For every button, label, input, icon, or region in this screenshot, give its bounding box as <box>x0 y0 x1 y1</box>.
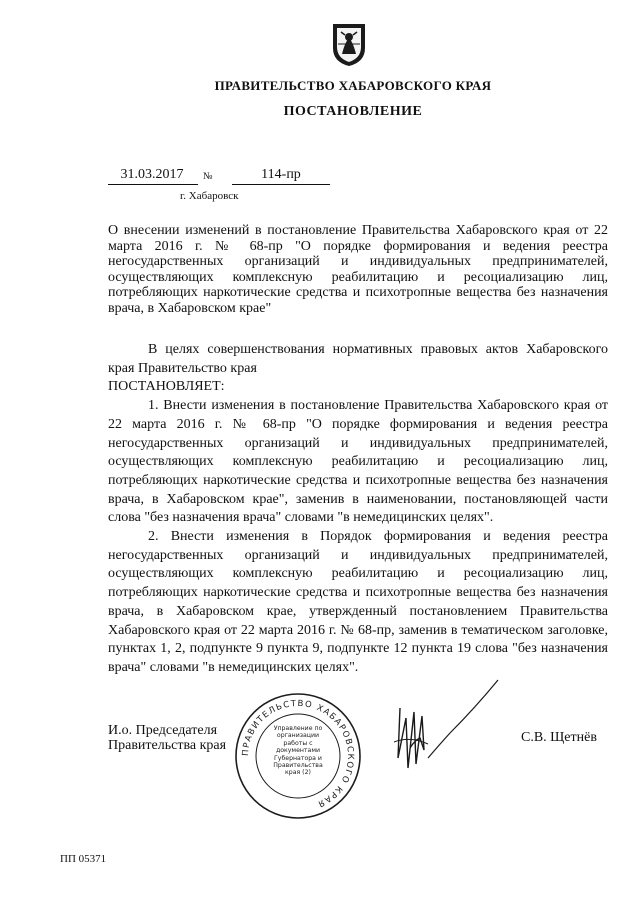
signatory-position-line2: Правительства края <box>108 738 227 753</box>
date-underline <box>108 184 198 185</box>
item-2-paragraph: 2. Внести изменения в Порядок формирования и ведения реестра негосударственных организаций и индивидуальных предпринимателей, осуществляющих комплексную реабилитацию и ресоциализацию лиц, потребляющих наркотические средства и психотропные вещества без назначения врача, в Хабаровском крае, утвержденный постановлением Правительства Хабаровского края от 22 марта 2016 г. № 68-пр, заменив в тематическом заголовке, пунктах 1, 2, подпункте 9 пункта 9, подпункте 12 пункта 19 слова "без назначения врача" словами "в немедицинских целях". <box>108 529 608 675</box>
number-sign: № <box>203 171 213 182</box>
seal-ring-text: ПРАВИТЕЛЬСТВО ХАБАРОВСКОГО КРАЯ <box>240 698 356 809</box>
signatory-position <box>108 723 226 753</box>
signatory-position-line1: И.о. Председателя <box>108 723 218 738</box>
government-title: ПРАВИТЕЛЬСТВО ХАБАРОВСКОГО КРАЯ <box>214 78 492 93</box>
coat-of-arms-emblem <box>329 20 369 68</box>
seal-center-text: Управление по организации работы с документами Губернатора и Правительства края (2) <box>273 725 323 777</box>
resolves-heading: ПОСТАНОВЛЯЕТ: <box>108 379 225 395</box>
document-subject: О внесении изменений в постановление Правительства Хабаровского края от 22 марта 2016 г. № 68-пр "О порядке формирования и ведения реестра негосударственных организаций и индивидуальных предпринимателей, осуществляющих комплексную реабилитацию и ресоциализацию лиц, потребляющих наркотические средства и психотропные вещества без назначения врача, в Хабаровском крае" <box>108 223 608 316</box>
item-1-paragraph: 1. Внести изменения в постановление Правительства Хабаровского края от 22 марта 2016 г. № 68-пр "О порядке формирования и ведения реестра негосударственных организаций и индивидуальных предпринимателей, осуществляющих комплексную реабилитацию и ресоциализацию лиц, потребляющих наркотические средства и психотропные вещества без назначения врача, в Хабаровском крае", заменив в наименовании, постановляющей части слова "без назначения врача" словами "в немедицинских целях". <box>108 398 608 526</box>
registration-city: г. Хабаровск <box>180 190 239 202</box>
document-type-title: ПОСТАНОВЛЕНИЕ <box>283 104 423 119</box>
number-underline <box>232 184 330 185</box>
official-seal-stamp <box>233 691 363 821</box>
signatory-name: С.В. Щетнёв <box>521 730 597 745</box>
document-id: ПП 05371 <box>60 853 107 865</box>
handwritten-signature <box>380 678 505 788</box>
registration-date: 31.03.2017 <box>120 167 184 182</box>
preamble-paragraph: В целях совершенствования нормативных правовых актов Хабаровского края Правительство края <box>108 342 608 376</box>
registration-number: 114-пр <box>261 167 301 182</box>
document-body <box>108 341 608 678</box>
